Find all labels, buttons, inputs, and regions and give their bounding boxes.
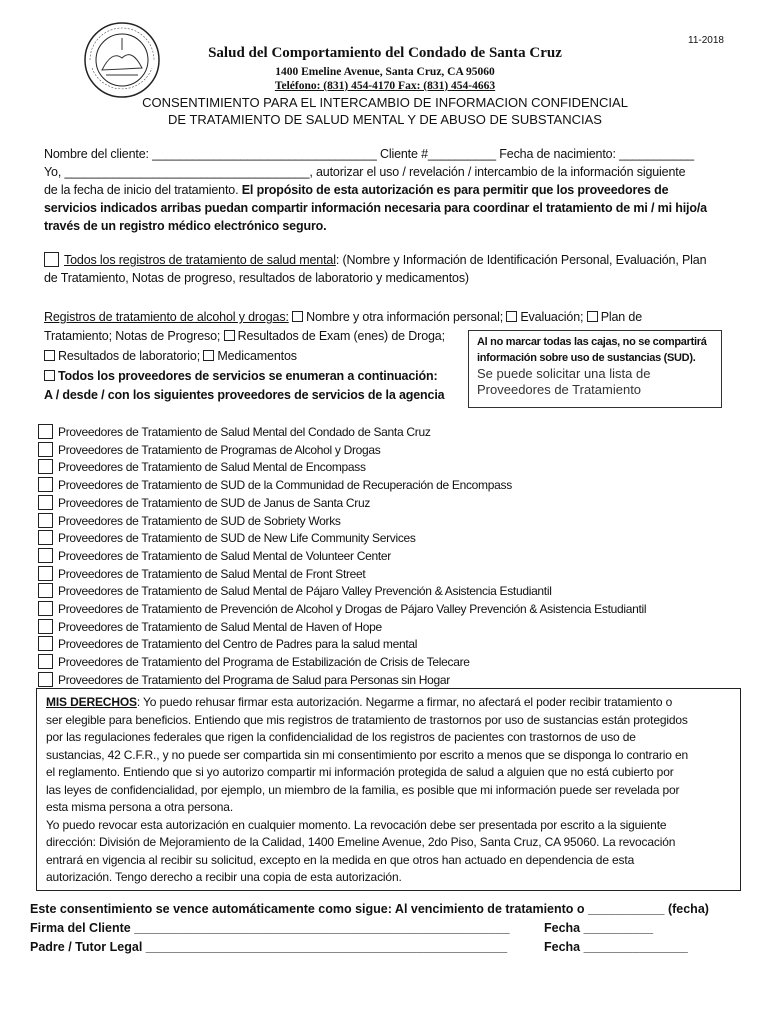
plan-option-label: Plan de [600, 310, 643, 324]
revocation-text: autorización. Tengo derecho a recibir una copia de esta autorización. [46, 870, 402, 884]
my-rights-box [36, 688, 741, 891]
plan-checkbox[interactable] [587, 311, 598, 322]
provider-label: Proveedores de Tratamiento del Programa de Salud para Personas sin Hogar [58, 672, 450, 687]
name-option-label: Nombre y otra información personal; [306, 310, 504, 324]
evaluation-option-label: Evaluación; [520, 310, 584, 324]
guardian-signature-field[interactable]: Padre / Tutor Legal ____________________________________________________ [30, 940, 508, 954]
provider-label: Proveedores de Tratamiento de SUD de Janus de Santa Cruz [58, 495, 371, 510]
mental-health-label: Todos los registros de tratamiento de salud mental [64, 253, 336, 267]
provider-label: Proveedores de Tratamiento de SUD de la Communidad de Recuperación de Encompass [58, 478, 512, 493]
provider-option [38, 424, 431, 442]
provider-checkbox[interactable] [38, 495, 53, 510]
authorize-line[interactable]: Yo, ____________________________________, autorizar el uso / revelación / intercambio de la información siguiente [44, 165, 686, 179]
all-providers-checkbox[interactable] [44, 370, 55, 381]
rights-text: ser elegible para beneficios. Entiendo que mis registros de tratamiento de trastornos por uso de sustancias están protegidos [46, 712, 688, 727]
agency-address: 1400 Emeline Avenue, Santa Cruz, CA 95060 [275, 66, 495, 78]
substance-label: Registros de tratamiento de alcohol y drogas: [44, 310, 289, 324]
provider-label: Proveedores de Tratamiento de Salud Mental de Front Street [58, 566, 366, 581]
provider-option [38, 513, 341, 531]
purpose-line3: través de un registro médico electrónico seguro. [44, 219, 327, 233]
provider-label: Proveedores de Tratamiento de Salud Mental de Haven of Hope [58, 619, 382, 634]
provider-option [38, 566, 365, 584]
provider-option [38, 636, 417, 654]
purpose-normal: de la fecha de inicio del tratamiento. [44, 183, 242, 197]
evaluation-checkbox[interactable] [506, 311, 517, 322]
substance-line2 [44, 328, 445, 345]
substance-line1 [44, 309, 642, 326]
provider-checkbox[interactable] [38, 548, 53, 563]
provider-checkbox[interactable] [38, 636, 53, 651]
provider-option [38, 477, 512, 495]
client-info-line[interactable]: Nombre del cliente: _________________________________ Cliente #__________ Fecha de nacimiento: ___________ [44, 147, 694, 161]
provider-checkbox[interactable] [38, 477, 53, 492]
mental-health-option [44, 252, 706, 269]
mental-health-checkbox[interactable] [44, 252, 59, 267]
lab-results-label: Resultados de laboratorio; [58, 349, 201, 363]
provider-checkbox[interactable] [38, 424, 53, 439]
all-providers-label: Todos los proveedores de servicios se enumeran a continuación: [58, 369, 438, 383]
provider-option [38, 495, 370, 513]
sud-note-box [468, 330, 722, 408]
rights-paragraph-2 [46, 817, 730, 887]
purpose-line2: servicios indicados arribas puedan compartir información necesaria para coordinar el tratamiento de mi / mi hijo/a [44, 201, 707, 215]
note-text2: Proveedores de Tratamiento [477, 382, 642, 397]
guardian-date-field[interactable]: Fecha _______________ [544, 940, 688, 954]
drug-exam-checkbox[interactable] [224, 330, 235, 341]
provider-option [38, 548, 391, 566]
provider-label: Proveedores de Tratamiento de Salud Mental del Condado de Santa Cruz [58, 425, 431, 439]
provider-label: Proveedores de Tratamiento del Programa de Estabilización de Crisis de Telecare [58, 655, 470, 670]
lab-results-checkbox[interactable] [44, 350, 55, 361]
provider-checkbox[interactable] [38, 654, 53, 669]
rights-text: por las regulaciones federales que rigen la confidencialidad de los registros de pacientes con trastornos de uso de [46, 730, 636, 744]
provider-checkbox[interactable] [38, 530, 53, 545]
provider-label: Proveedores de Tratamiento del Centro de Padres para la salud mental [58, 637, 418, 652]
provider-checkbox[interactable] [38, 583, 53, 598]
provider-checkbox[interactable] [38, 601, 53, 616]
provider-label: Proveedores de Tratamiento de Salud Mental de Encompass [58, 460, 366, 475]
provider-label: Proveedores de Tratamiento de Prevención de Alcohol y Drogas de Pájaro Valley Prevención & Asistencia Estudiantil [58, 602, 647, 616]
mental-health-desc2: de Tratamiento, Notas de progreso, resultados de laboratorio y medicamentos) [44, 271, 469, 285]
revocation-text: entrará en vigencia al recibir su solicitud, excepto en la medida en que otros han actuado en dependencia de esta [46, 852, 635, 867]
provider-checkbox[interactable] [38, 566, 53, 581]
provider-option [38, 601, 646, 619]
provider-option [38, 442, 380, 460]
client-date-field[interactable]: Fecha __________ [544, 921, 654, 935]
rights-text: esta misma persona a otra persona. [46, 800, 233, 814]
name-checkbox[interactable] [292, 311, 303, 322]
expiration-line[interactable]: Este consentimiento se vence automáticamente como sigue: Al vencimiento de tratamiento o ___________ (fecha) [30, 902, 709, 916]
provider-checkbox[interactable] [38, 672, 53, 687]
to-from-line: A / desde / con los siguientes proveedores de servicios de la agencia [44, 388, 445, 402]
provider-label: Proveedores de Tratamiento de Salud Mental de Pájaro Valley Prevención & Asistencia Estudiantil [58, 584, 552, 599]
note-bold1: Al no marcar todas las cajas, no se compartirá [477, 336, 707, 348]
provider-checkbox[interactable] [38, 442, 53, 457]
provider-checkbox[interactable] [38, 619, 53, 634]
agency-name: Salud del Comportamiento del Condado de Santa Cruz [208, 45, 562, 61]
rights-text: las leyes de confidencialidad, por ejemplo, un miembro de la familia, es posible que mi información puede ser revelada por [46, 782, 680, 797]
all-providers-option [44, 368, 437, 385]
rights-text: el reglamento. Entiendo que si yo autorizo compartir mi información protegida de salud a alguien que no está cubierto por [46, 765, 674, 779]
provider-label: Proveedores de Tratamiento de SUD de New Life Community Services [58, 531, 416, 546]
medications-checkbox[interactable] [203, 350, 214, 361]
rights-text: : Yo puedo rehusar firmar esta autorización. Negarme a firmar, no afectará el poder recibir tratamiento o [136, 695, 673, 709]
provider-option [38, 530, 416, 548]
drug-exam-label: Resultados de Exam (enes) de Droga; [237, 329, 445, 343]
notes-text: Tratamiento; Notas de Progreso; [44, 329, 221, 343]
note-bold2: información sobre uso de sustancias (SUD). [477, 352, 696, 364]
provider-label: Proveedores de Tratamiento de Salud Mental de Volunteer Center [58, 548, 391, 563]
rights-paragraph-1 [46, 694, 730, 817]
rights-text: sustancias, 42 C.F.R., y no puede ser compartida sin mi consentimiento por escrito a menos que se disponga lo contrario en [46, 747, 689, 762]
provider-label: Proveedores de Tratamiento de Programas de Alcohol y Drogas [58, 442, 381, 457]
form-date: 11-2018 [688, 35, 724, 46]
medications-label: Medicamentos [217, 349, 297, 363]
revocation-text: dirección: División de Mejoramiento de la Calidad, 1400 Emeline Avenue, 2do Piso, Santa Cruz, CA 95060. La revocación [46, 835, 676, 849]
purpose-line [44, 182, 668, 199]
form-title-line1: CONSENTIMIENTO PARA EL INTERCAMBIO DE INFORMACION CONFIDENCIAL [142, 95, 628, 110]
provider-option [38, 619, 382, 637]
provider-option [38, 672, 450, 690]
provider-checkbox[interactable] [38, 513, 53, 528]
agency-phone-fax: Teléfono: (831) 454-4170 Fax: (831) 454-4663 [274, 80, 496, 92]
note-text1: Se puede solicitar una lista de [477, 366, 651, 381]
substance-line3 [44, 348, 297, 365]
form-title-line2: DE TRATAMIENTO DE SALUD MENTAL Y DE ABUSO DE SUBSTANCIAS [168, 112, 602, 127]
provider-option [38, 459, 366, 477]
provider-checkbox[interactable] [38, 459, 53, 474]
client-signature-field[interactable]: Firma del Cliente ______________________________________________________ [30, 921, 510, 935]
provider-option [38, 654, 470, 672]
provider-label: Proveedores de Tratamiento de SUD de Sobriety Works [58, 513, 341, 528]
mental-health-desc1: : (Nombre y Información de Identificación Personal, Evaluación, Plan [335, 253, 707, 267]
rights-heading: MIS DERECHOS [46, 695, 137, 709]
revocation-text: Yo puedo revocar esta autorización en cualquier momento. La revocación debe ser presentada por escrito a la siguiente [46, 817, 667, 832]
provider-option [38, 583, 552, 601]
purpose-bold: El propósito de esta autorización es para permitir que los proveedores de [241, 183, 669, 197]
